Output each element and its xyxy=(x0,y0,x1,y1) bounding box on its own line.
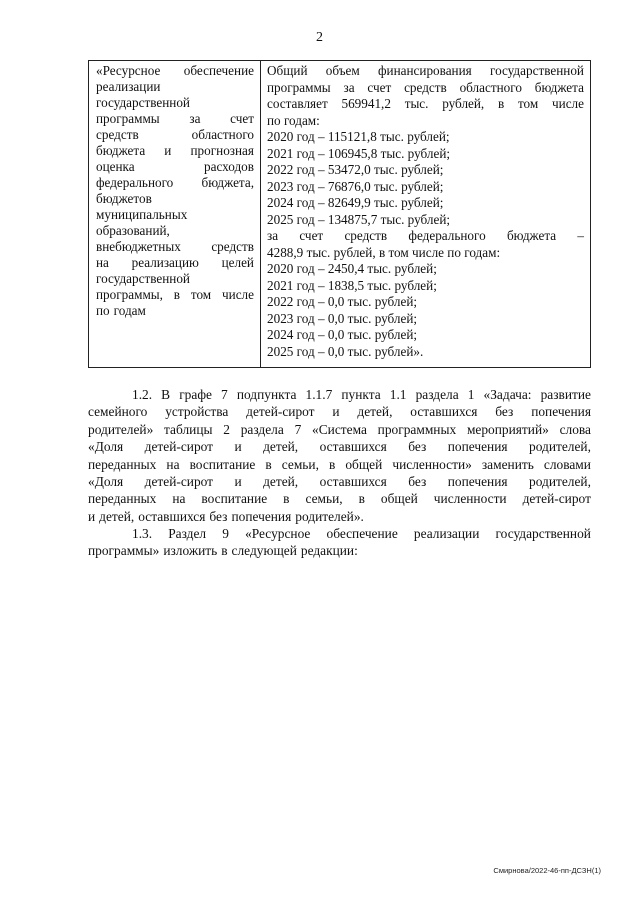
table-left-line: по годам xyxy=(96,303,146,318)
table-left-cell xyxy=(89,61,261,367)
table-right-line: 2020 год – 115121,8 тыс. рублей; xyxy=(267,129,450,144)
paragraph-line: переданных на воспитание в семьи, в общей численности детей-сирот xyxy=(88,491,591,507)
table-left-line: средств областного xyxy=(96,127,254,142)
table-right-line: 2023 год – 0,0 тыс. рублей; xyxy=(267,310,418,326)
table-right-cell xyxy=(261,61,590,367)
table-right-line: Общий объем финансирования государственной xyxy=(267,63,584,78)
paragraph-line: семейного устройства детей-сирот и детей, оставшихся без попечения xyxy=(88,404,591,420)
table-right-line: 2025 год – 134875,7 тыс. рублей; xyxy=(267,211,451,227)
paragraph-line: 1.3. Раздел 9 «Ресурсное обеспечение реализации государственной xyxy=(132,526,591,541)
table-left-line: на реализацию целей xyxy=(96,255,254,270)
table-left-line: бюджетов xyxy=(96,191,152,206)
table-right-line: 2024 год – 0,0 тыс. рублей; xyxy=(267,327,418,342)
table-right-line: за счет средств федерального бюджета – xyxy=(267,228,584,243)
table-left-line: программы, в том числе xyxy=(96,287,254,302)
paragraph-line: «Доля детей-сирот и детей, оставшихся без попечения родителей, xyxy=(88,474,591,490)
table-left-line: муниципальных xyxy=(96,207,188,222)
table-right-line: 2024 год – 82649,9 тыс. рублей; xyxy=(267,195,444,210)
table-left-line: федерального бюджета, xyxy=(96,175,254,190)
table-left-line: образований, xyxy=(96,223,170,238)
paragraph-1-2 xyxy=(88,386,591,525)
table-right-line: по годам: xyxy=(267,112,320,128)
paragraph-line: переданных на воспитание в семьи, в общей численности» заменить словами xyxy=(88,456,591,472)
table-right-line: 2020 год – 2450,4 тыс. рублей; xyxy=(267,261,437,276)
table-left-line: оценка расходов xyxy=(96,159,254,174)
paragraph-line: программы» изложить в следующей редакции: xyxy=(88,543,358,559)
table-left-line: программы за счет xyxy=(96,111,254,126)
table-left-line: государственной xyxy=(96,95,190,110)
table-right-line: 2023 год – 76876,0 тыс. рублей; xyxy=(267,178,444,194)
paragraph-line: и детей, оставшихся без попечения родителей». xyxy=(88,508,364,524)
table-left-line: внебюджетных средств xyxy=(96,239,254,254)
table-left-line: государственной xyxy=(96,271,190,286)
table-right-line: 2021 год – 1838,5 тыс. рублей; xyxy=(267,277,437,293)
table-left-line: «Ресурсное обеспечение xyxy=(96,63,254,78)
table-right-line: 2022 год – 53472,0 тыс. рублей; xyxy=(267,162,444,177)
table-right-line: 2022 год – 0,0 тыс. рублей; xyxy=(267,294,418,309)
paragraph-1-3 xyxy=(88,525,591,560)
resource-table xyxy=(88,60,591,368)
table-left-line: реализации xyxy=(96,79,161,94)
table-right-line: 2021 год – 106945,8 тыс. рублей; xyxy=(267,145,451,161)
table-right-line: 2025 год – 0,0 тыс. рублей». xyxy=(267,343,424,359)
paragraph-line: 1.2. В графе 7 подпункта 1.1.7 пункта 1.1 раздела 1 «Задача: развитие xyxy=(132,387,591,402)
table-right-line: программы за счет средств областного бюджета xyxy=(267,79,584,95)
page-number: 2 xyxy=(316,30,323,45)
paragraph-line: родителей» таблицы 2 раздела 7 «Система программных мероприятий» слова xyxy=(88,421,591,437)
table-right-line: составляет 569941,2 тыс. рублей, в том числе xyxy=(267,96,584,111)
paragraph-line: «Доля детей-сирот и детей, оставшихся без попечения родителей, xyxy=(88,439,591,455)
table-left-line: бюджета и прогнозная xyxy=(96,143,254,158)
document-footer-code: Смирнова/2022-46-пп-ДСЗН(1) xyxy=(493,866,601,875)
table-right-line: 4288,9 тыс. рублей, в том числе по годам: xyxy=(267,244,501,260)
